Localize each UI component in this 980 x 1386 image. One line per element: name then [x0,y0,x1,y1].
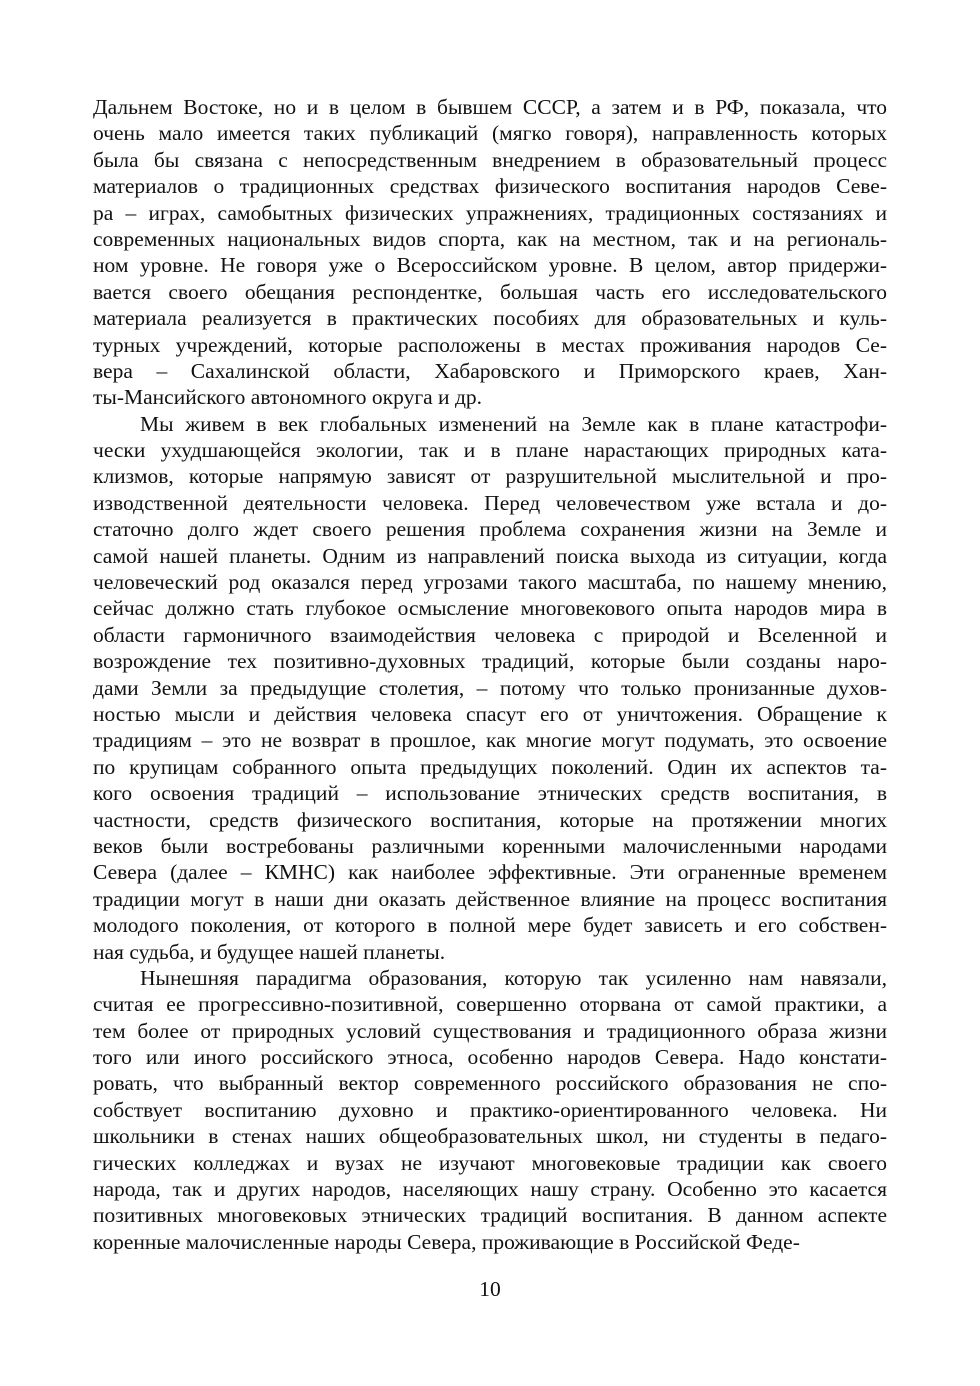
text-line: ная судьба, и будущее нашей планеты. [93,939,446,964]
text-line: позитивных многовековых этнических традиций воспитания. В данном аспекте [93,1203,887,1228]
text-line: материала реализуется в практических пособиях для образовательных и куль- [93,306,887,331]
text-line: материалов о традиционных средствах физического воспитания народов Севе- [93,174,887,199]
text-line: гических колледжах и вузах не изучают многовековые традиции как своего [93,1150,887,1175]
text-line: статочно долго ждет своего решения проблема сохранения жизни на Земле и [93,517,887,542]
text-line: возрождение тех позитивно-духовных традиций, которые были созданы наро- [93,649,887,674]
text-line: считая ее прогрессивно-позитивной, совершенно оторвана от самой практики, а [93,992,887,1017]
text-line: школьники в стенах наших общеобразовательных школ, ни студенты в педаго- [93,1124,887,1149]
text-line: кого освоения традиций – использование этнических средств воспитания, в [93,781,887,806]
text-line: области гармоничного взаимодействия человека с природой и Вселенной и [93,622,887,647]
text-line: традиции могут в наши дни оказать действенное влияние на процесс воспитания [93,886,887,911]
paragraph [93,94,887,411]
text-line: молодого поколения, от которого в полной мере будет зависеть и его собствен- [93,913,887,938]
text-line: ностью мысли и действия человека спасут его от уничтожения. Обращение к [93,701,887,726]
text-line: веков были востребованы различными коренными малочисленными народами [93,833,887,858]
text-line: дами Земли за предыдущие столетия, – потому что только пронизанные духов- [93,675,887,700]
text-line: собствует воспитанию духовно и практико-ориентированного человека. Ни [93,1097,887,1122]
text-line: клизмов, которые напрямую зависят от разрушительной мыслительной и про- [93,464,887,489]
text-line: ном уровне. Не говоря уже о Всероссийском уровне. В целом, автор придержи- [93,253,887,278]
text-line: ровать, что выбранный вектор современного российского образования не спо- [93,1071,887,1096]
text-line: коренные малочисленные народы Севера, проживающие в Российской Феде- [93,1229,800,1254]
text-line: самой нашей планеты. Одним из направлений поиска выхода из ситуации, когда [93,543,887,568]
text-line: чески ухудшающейся экологии, так и в плане нарастающих природных ката- [93,438,887,463]
text-line: турных учреждений, которые расположены в местах проживания народов Се- [93,332,887,357]
text-line: народа, так и других народов, населяющих нашу страну. Особенно это касается [93,1177,887,1202]
text-line: традициям – это не возврат в прошлое, как многие могут подумать, это освоение [93,728,887,753]
text-line: того или иного российского этноса, особенно народов Севера. Надо констати- [93,1045,887,1070]
text-line: Дальнем Востоке, но и в целом в бывшем СССР, а затем и в РФ, показала, что [93,95,887,119]
text-line: изводственной деятельности человека. Перед человечеством уже встала и до- [93,490,887,515]
page-number: 10 [479,1277,501,1301]
text-line: современных национальных видов спорта, как на местном, так и на региональ- [93,226,887,251]
paragraph [93,965,887,1255]
body-text [93,94,887,1255]
text-line: очень мало имеется таких публикаций (мягко говоря), направленность которых [93,121,887,146]
text-line: Нынешняя парадигма образования, которую так усиленно нам навязали, [140,965,887,990]
text-line: сейчас должно стать глубокое осмысление многовекового опыта народов мира в [93,596,887,621]
text-line: Севера (далее – КМНС) как наиболее эффективные. Эти ограненные временем [93,860,887,885]
paragraph [93,411,887,965]
text-line: по крупицам собранного опыта предыдущих поколений. Один их аспектов та- [93,754,887,779]
text-line: человеческий род оказался перед угрозами такого масштаба, по нашему мнению, [93,570,887,595]
text-line: ра – играх, самобытных физических упражнениях, традиционных состязаниях и [93,200,887,225]
text-line: была бы связана с непосредственным внедрением в образовательный процесс [93,147,887,172]
text-line: Мы живем в век глобальных изменений на Земле как в плане катастрофи- [140,411,887,436]
text-line: частности, средств физического воспитания, которые на протяжении многих [93,807,887,832]
text-line: ты-Мансийского автономного округа и др. [93,385,483,410]
text-line: вера – Сахалинской области, Хабаровского и Приморского краев, Хан- [93,358,887,383]
text-line: вается своего обещания респондентке, большая часть его исследовательского [93,279,887,304]
text-line: тем более от природных условий существования и традиционного образа жизни [93,1018,887,1043]
